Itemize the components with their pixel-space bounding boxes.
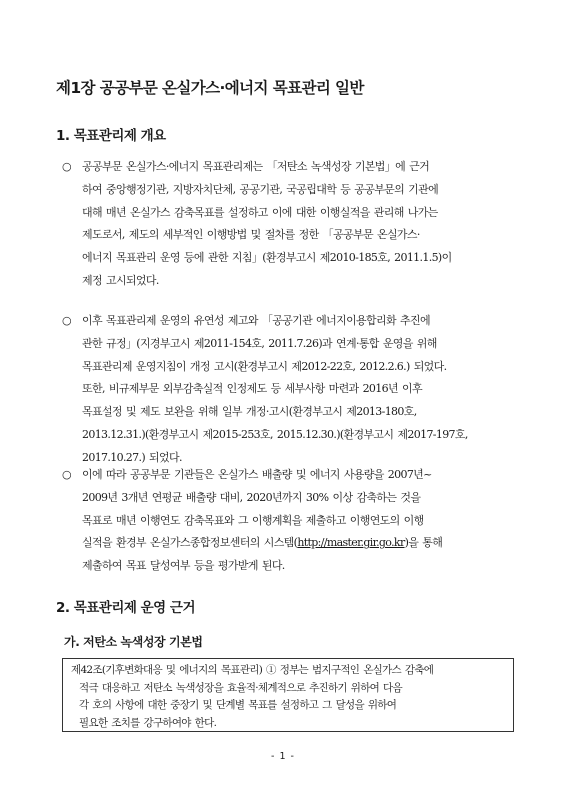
paragraph-line: 대해 매년 온실가스 감축목표를 설정하고 이에 대한 이행실적을 관리해 나가는 bbox=[82, 205, 438, 219]
paragraph-text: 실적을 환경부 온실가스종합정보센터의 시스템( bbox=[82, 536, 298, 550]
page-number: - 1 - bbox=[271, 751, 295, 762]
circle-bullet-icon: ○ bbox=[62, 160, 72, 173]
paragraph-line bbox=[82, 533, 512, 556]
paragraph-line: 제정 고시되었다. bbox=[82, 274, 159, 287]
law-line: 제42조(기후변화대응 및 에너지의 목표관리) ① 정부는 범지구적인 온실가스 감축에 bbox=[71, 664, 434, 676]
subsection-title-framework-act: 가. 저탄소 녹색성장 기본법 bbox=[64, 635, 203, 649]
paragraph-line: 공공부문 온실가스·에너지 목표관리제는 「저탄소 녹색성장 기본법」에 근거 bbox=[82, 160, 430, 173]
paragraph-line: 제출하여 목표 달성여부 등을 평가받게 된다. bbox=[82, 559, 285, 573]
paragraph-line: 에너지 목표관리 운영 등에 관한 지침」(환경부고시 제2010-185호, 2011.1.5)이 bbox=[82, 251, 452, 265]
paragraph-line: 2017.10.27.) 되었다. bbox=[82, 450, 182, 464]
paragraph-line: 하여 중앙행정기관, 지방자치단체, 공공기관, 국공립대학 등 공공부문의 기관에 bbox=[82, 182, 439, 196]
paragraph-line: 목표로 매년 이행연도 감축목표와 그 이행계획을 제출하고 이행연도의 이행 bbox=[82, 513, 424, 527]
law-line: 적극 대응하고 저탄소 녹색성장을 효율적·체계적으로 추진하기 위하여 다음 bbox=[79, 681, 402, 694]
law-line: 각 호의 사항에 대한 중장기 및 단계별 목표를 설정하고 그 달성을 위하여 bbox=[79, 699, 397, 711]
chapter-title: 제1장 공공부문 온실가스·에너지 목표관리 일반 bbox=[56, 79, 364, 97]
paragraph-line: 2009년 3개년 연평균 배출량 대비, 2020년까지 30% 이상 감축하는 것을 bbox=[82, 490, 421, 504]
circle-bullet-icon: ○ bbox=[62, 468, 72, 481]
paragraph-text: )을 통해 bbox=[404, 536, 443, 550]
paragraph-line: 이후 목표관리제 운영의 유연성 제고와 「공공기관 에너지이용합리화 추진에 bbox=[82, 314, 430, 327]
section-title-legal-basis: 2. 목표관리제 운영 근거 bbox=[56, 600, 195, 616]
paragraph-line: 목표관리제 운영지침이 개정 고시(환경부고시 제2012-22호, 2012.2.6.) 되었다. bbox=[82, 359, 447, 373]
paragraph-line: 관한 규정」(지경부고시 제2011-154호, 2011.7.26)과 연계·통합 운영을 위해 bbox=[82, 336, 437, 350]
paragraph-line: 2013.12.31.)(환경부고시 제2015-253호, 2015.12.30.)(환경부고시 제2017-197호, bbox=[82, 428, 468, 441]
paragraph-line: 이에 따라 공공부문 기관들은 온실가스 배출량 및 에너지 사용량을 2007년~ bbox=[82, 468, 432, 481]
law-article-box bbox=[62, 658, 514, 732]
section-title-overview: 1. 목표관리제 개요 bbox=[56, 128, 166, 144]
paragraph-line: 제도로서, 제도의 세부적인 이행방법 및 절차를 정한 「공공부문 온실가스· bbox=[82, 228, 420, 242]
paragraph-line: 또한, 비규제부문 외부감축실적 인정제도 등 세부사항 마련과 2016년 이후 bbox=[82, 382, 422, 396]
paragraph-line: 목표설정 및 제도 보완을 위해 일부 개정·고시(환경부고시 제2013-180호, bbox=[82, 405, 417, 419]
gir-system-link[interactable]: http://master.gir.go.kr bbox=[297, 536, 405, 550]
law-line: 필요한 조치를 강구하여야 한다. bbox=[79, 716, 217, 729]
circle-bullet-icon: ○ bbox=[62, 314, 72, 327]
